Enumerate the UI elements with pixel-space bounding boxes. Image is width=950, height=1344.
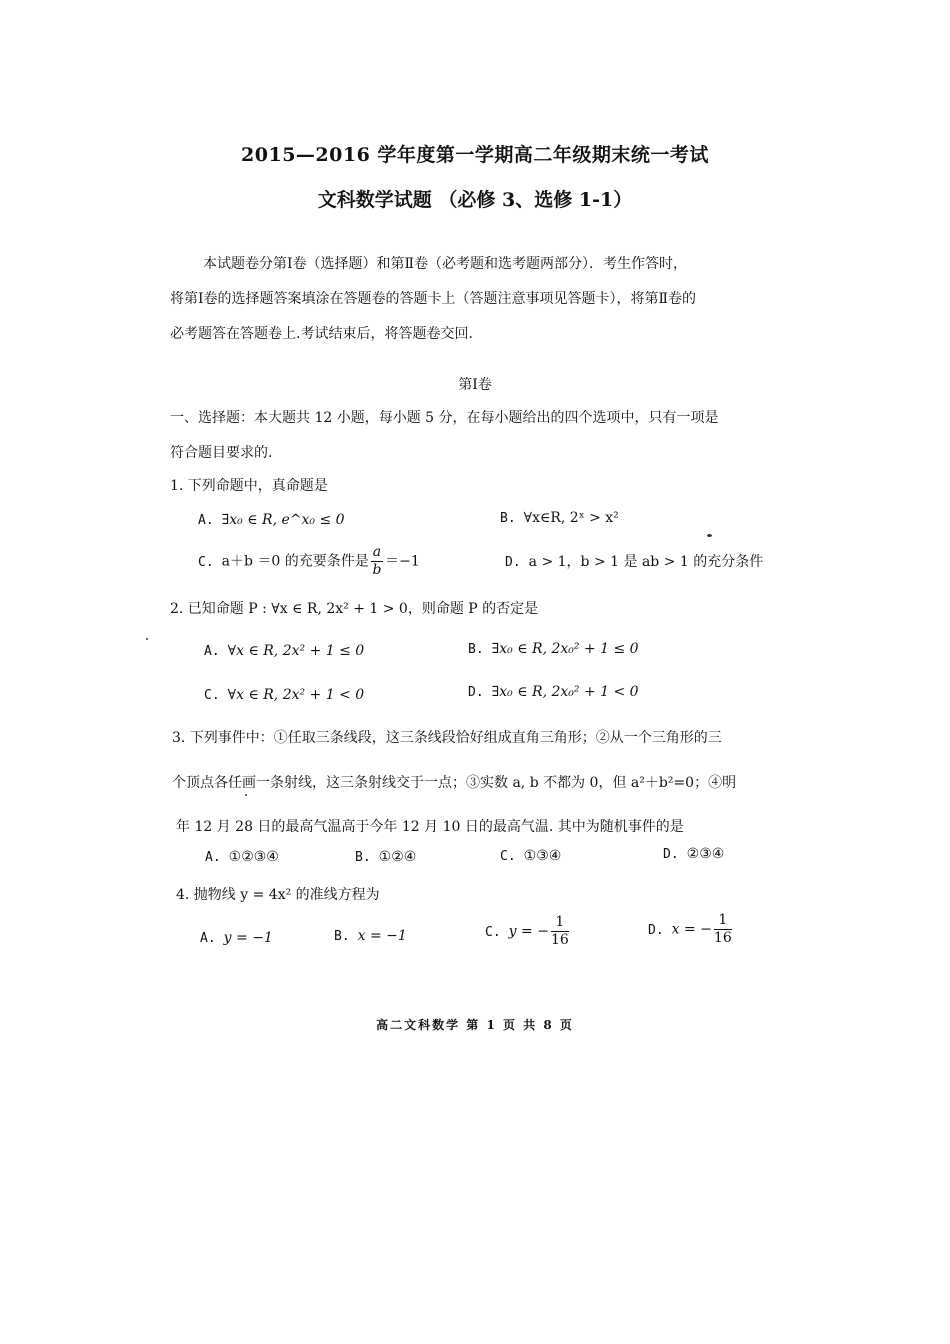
fraction-denominator: 16 xyxy=(713,930,732,946)
fraction xyxy=(714,912,732,947)
question-2-option-b xyxy=(468,641,639,657)
page-footer: 高二文科数学 第 1 页 共 8 页 xyxy=(376,1018,574,1032)
option-letter: B. xyxy=(355,850,371,865)
option-letter: C. xyxy=(204,688,220,703)
option-letter: B. xyxy=(500,511,516,526)
question-3-option-c xyxy=(500,848,561,864)
question-1-option-b xyxy=(500,510,619,526)
option-letter: C. xyxy=(500,849,516,864)
option-text: ①③④ xyxy=(523,848,562,864)
option-text: ∀x∈R, 2ˣ > x² xyxy=(523,510,619,526)
question-2-option-d xyxy=(468,684,639,700)
section-heading-line-2: 符合题目要求的. xyxy=(170,445,273,461)
option-letter: A. xyxy=(200,931,216,946)
question-3-option-d xyxy=(663,846,724,862)
question-4-option-d xyxy=(648,912,734,947)
option-text: a > 1，b > 1 是 ab > 1 的充分条件 xyxy=(528,554,764,570)
question-1-stem: 1. 下列命题中，真命题是 xyxy=(170,478,328,494)
option-letter: D. xyxy=(505,555,521,570)
question-1-option-d xyxy=(505,551,763,571)
option-text: ①②③④ xyxy=(228,849,279,865)
option-letter: B. xyxy=(468,642,484,657)
intro-line-2: 将第Ⅰ卷的选择题答案填涂在答题卷的答题卡上（答题注意事项见答题卡），将第Ⅱ卷的 xyxy=(170,291,697,307)
question-4-stem: 4. 抛物线 y = 4x² 的准线方程为 xyxy=(176,887,380,903)
scan-speck xyxy=(146,638,148,640)
option-text: x = − xyxy=(671,921,712,938)
fraction-numerator: a xyxy=(372,544,382,560)
fraction-denominator: 16 xyxy=(550,932,569,948)
option-text: ∃x₀ ∈ R, e^x₀ ≤ 0 xyxy=(221,512,345,528)
option-letter: A. xyxy=(198,513,214,528)
exam-subtitle: 文科数学试题 （必修 3、选修 1-1） xyxy=(317,189,633,211)
option-letter: C. xyxy=(485,924,501,940)
option-text: ＝−1 xyxy=(385,553,420,570)
section-heading-line-1: 一、选择题：本大题共 12 小题，每小题 5 分，在每小题给出的四个选项中，只有一项是 xyxy=(170,410,719,426)
option-text: ∃x₀ ∈ R, 2x₀² + 1 ≤ 0 xyxy=(491,641,639,657)
scan-speck xyxy=(707,534,712,537)
exam-title: 2015—2016 学年度第一学期高二年级期末统一考试 xyxy=(241,144,709,166)
option-letter: C. xyxy=(198,554,214,570)
fraction-numerator: 1 xyxy=(551,914,569,932)
question-2-option-c xyxy=(204,687,364,703)
question-3-stem-line-3: 年 12 月 28 日的最高气温高于今年 12 月 10 日的最高气温. 其中为随机事件的是 xyxy=(176,819,684,835)
question-4-option-b xyxy=(334,928,407,944)
question-3-option-a xyxy=(205,849,279,865)
option-text: ∀x ∈ R, 2x² + 1 < 0 xyxy=(227,687,365,703)
volume-heading: 第Ⅰ卷 xyxy=(458,377,492,393)
question-2-option-a xyxy=(204,643,364,659)
question-2-stem: 2. 已知命题 P : ∀x ∈ R, 2x² + 1 > 0，则命题 P 的否定是 xyxy=(170,601,539,617)
option-letter: A. xyxy=(204,644,220,659)
option-text: x = −1 xyxy=(357,928,407,944)
option-text: a＋b ＝0 的充要条件是 xyxy=(221,553,369,570)
fraction xyxy=(551,914,569,949)
option-letter: D. xyxy=(468,685,484,700)
question-3-stem-line-1: 3. 下列事件中：①任取三条线段，这三条线段恰好组成直角三角形；②从一个三角形的三 xyxy=(172,730,722,746)
fraction-numerator: 1 xyxy=(714,912,732,930)
question-4-option-a xyxy=(200,930,273,946)
option-letter: D. xyxy=(648,922,664,938)
fraction-denominator: b xyxy=(372,562,382,578)
fraction xyxy=(371,544,383,579)
option-letter: B. xyxy=(334,929,350,944)
option-text: y = −1 xyxy=(223,930,273,946)
scan-speck xyxy=(245,794,247,796)
option-text: ②③④ xyxy=(686,846,725,862)
option-text: y = − xyxy=(508,923,549,940)
question-4-option-c xyxy=(485,914,571,949)
question-1-option-a xyxy=(198,512,345,528)
option-text: ①②④ xyxy=(378,849,417,865)
option-text: ∀x ∈ R, 2x² + 1 ≤ 0 xyxy=(227,643,365,659)
question-3-option-b xyxy=(355,849,416,865)
option-text: ∃x₀ ∈ R, 2x₀² + 1 < 0 xyxy=(491,684,639,700)
intro-line-1: 本试题卷分第Ⅰ卷（选择题）和第Ⅱ卷（必考题和选考题两部分）．考生作答时， xyxy=(203,256,688,272)
option-letter: A. xyxy=(205,850,221,865)
option-letter: D. xyxy=(663,847,679,862)
question-1-option-c xyxy=(198,544,420,579)
intro-line-3: 必考题答在答题卷上.考试结束后，将答题卷交回. xyxy=(170,326,473,342)
question-3-stem-line-2: 个顶点各任画一条射线，这三条射线交于一点；③实数 a, b 不都为 0，但 a²＋b²=0；④明 xyxy=(172,775,737,791)
